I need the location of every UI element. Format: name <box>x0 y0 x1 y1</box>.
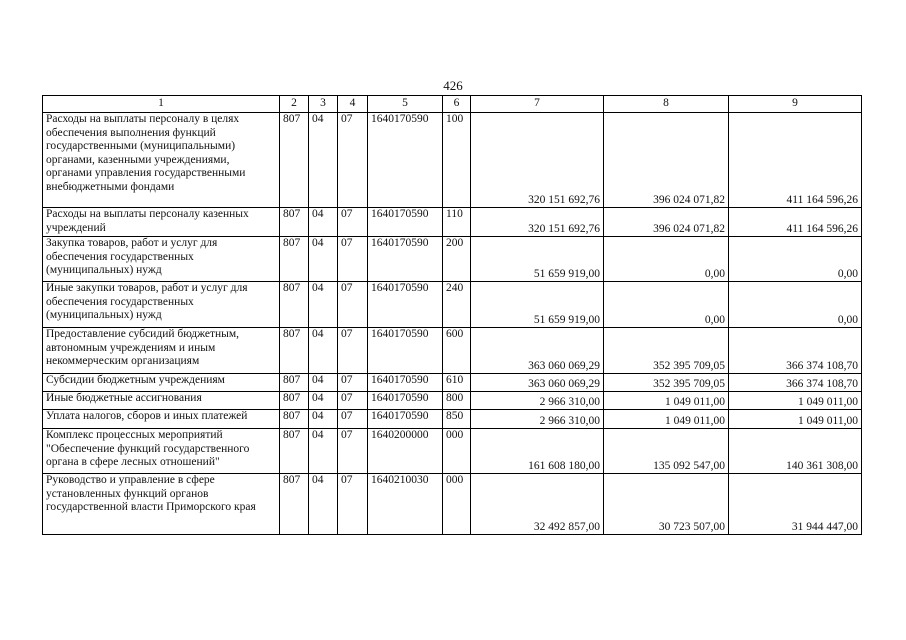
cell-expense-type: 600 <box>443 328 471 374</box>
cell-target-article: 1640170590 <box>368 282 443 328</box>
cell-amount-col9: 31 944 447,00 <box>729 474 862 535</box>
cell-amount-col9: 140 361 308,00 <box>729 429 862 474</box>
column-header: 5 <box>368 96 443 113</box>
row-name: Субсидии бюджетным учреждениям <box>43 374 280 392</box>
cell-target-article: 1640170590 <box>368 392 443 410</box>
row-name: Иные бюджетные ассигнования <box>43 392 280 410</box>
row-name: Закупка товаров, работ и услуг для обеспечения государственных (муниципальных) нужд <box>43 237 280 282</box>
cell-ministry: 807 <box>280 282 309 328</box>
cell-ministry: 807 <box>280 392 309 410</box>
cell-expense-type: 850 <box>443 410 471 429</box>
cell-amount-col7: 51 659 919,00 <box>471 282 604 328</box>
cell-ministry: 807 <box>280 429 309 474</box>
table-row <box>43 208 862 237</box>
cell-amount-col9: 411 164 596,26 <box>729 113 862 208</box>
cell-amount-col7: 51 659 919,00 <box>471 237 604 282</box>
cell-subsection: 07 <box>338 392 368 410</box>
cell-amount-col7: 363 060 069,29 <box>471 328 604 374</box>
cell-section: 04 <box>309 374 338 392</box>
table-row <box>43 282 862 328</box>
cell-expense-type: 110 <box>443 208 471 237</box>
cell-subsection: 07 <box>338 429 368 474</box>
table-row <box>43 374 862 392</box>
column-header: 3 <box>309 96 338 113</box>
header-row <box>43 96 862 113</box>
cell-section: 04 <box>309 429 338 474</box>
cell-expense-type: 610 <box>443 374 471 392</box>
cell-amount-col8: 1 049 011,00 <box>604 410 729 429</box>
column-header: 9 <box>729 96 862 113</box>
cell-amount-col7: 161 608 180,00 <box>471 429 604 474</box>
row-name: Комплекс процессных мероприятий "Обеспечение функций государственного органа в сфере лесных отношений" <box>43 429 280 474</box>
cell-amount-col8: 0,00 <box>604 282 729 328</box>
column-header: 6 <box>443 96 471 113</box>
cell-target-article: 1640170590 <box>368 237 443 282</box>
cell-target-article: 1640170590 <box>368 208 443 237</box>
cell-amount-col8: 0,00 <box>604 237 729 282</box>
cell-amount-col7: 32 492 857,00 <box>471 474 604 535</box>
cell-subsection: 07 <box>338 410 368 429</box>
row-name: Предоставление субсидий бюджетным, автономным учреждениям и иным некоммерческим организациям <box>43 328 280 374</box>
cell-expense-type: 200 <box>443 237 471 282</box>
column-header: 4 <box>338 96 368 113</box>
budget-table <box>42 95 862 535</box>
cell-subsection: 07 <box>338 113 368 208</box>
cell-amount-col8: 1 049 011,00 <box>604 392 729 410</box>
cell-amount-col9: 0,00 <box>729 282 862 328</box>
cell-amount-col8: 396 024 071,82 <box>604 208 729 237</box>
row-name: Иные закупки товаров, работ и услуг для обеспечения государственных (муниципальных) нужд <box>43 282 280 328</box>
table-row <box>43 392 862 410</box>
column-header: 2 <box>280 96 309 113</box>
cell-section: 04 <box>309 474 338 535</box>
cell-subsection: 07 <box>338 474 368 535</box>
cell-amount-col8: 30 723 507,00 <box>604 474 729 535</box>
table-row <box>43 429 862 474</box>
cell-amount-col9: 1 049 011,00 <box>729 410 862 429</box>
cell-ministry: 807 <box>280 113 309 208</box>
cell-section: 04 <box>309 410 338 429</box>
cell-amount-col7: 320 151 692,76 <box>471 113 604 208</box>
cell-expense-type: 100 <box>443 113 471 208</box>
cell-section: 04 <box>309 282 338 328</box>
cell-subsection: 07 <box>338 237 368 282</box>
column-header: 8 <box>604 96 729 113</box>
cell-ministry: 807 <box>280 237 309 282</box>
row-name: Расходы на выплаты персоналу в целях обеспечения выполнения функций государственными (муниципальными) органами, казенными учреждениями, органами управления государственными внебюджетными фондами <box>43 113 280 208</box>
cell-amount-col9: 411 164 596,26 <box>729 208 862 237</box>
cell-amount-col9: 0,00 <box>729 237 862 282</box>
cell-amount-col8: 135 092 547,00 <box>604 429 729 474</box>
cell-subsection: 07 <box>338 328 368 374</box>
cell-subsection: 07 <box>338 208 368 237</box>
cell-amount-col7: 2 966 310,00 <box>471 392 604 410</box>
cell-target-article: 1640200000 <box>368 429 443 474</box>
cell-amount-col8: 396 024 071,82 <box>604 113 729 208</box>
cell-amount-col9: 366 374 108,70 <box>729 374 862 392</box>
cell-amount-col9: 366 374 108,70 <box>729 328 862 374</box>
cell-section: 04 <box>309 328 338 374</box>
row-name: Расходы на выплаты персоналу казенных учреждений <box>43 208 280 237</box>
cell-ministry: 807 <box>280 474 309 535</box>
cell-ministry: 807 <box>280 208 309 237</box>
table-row <box>43 237 862 282</box>
cell-target-article: 1640210030 <box>368 474 443 535</box>
table-row <box>43 474 862 535</box>
page-number: 426 <box>443 78 463 93</box>
row-name: Руководство и управление в сфере установленных функций органов государственной власти Приморского края <box>43 474 280 535</box>
cell-target-article: 1640170590 <box>368 113 443 208</box>
table-row <box>43 113 862 208</box>
cell-amount-col8: 352 395 709,05 <box>604 328 729 374</box>
cell-expense-type: 800 <box>443 392 471 410</box>
cell-amount-col9: 1 049 011,00 <box>729 392 862 410</box>
table-row <box>43 328 862 374</box>
cell-amount-col7: 363 060 069,29 <box>471 374 604 392</box>
cell-section: 04 <box>309 113 338 208</box>
cell-subsection: 07 <box>338 374 368 392</box>
cell-section: 04 <box>309 208 338 237</box>
table-row <box>43 410 862 429</box>
cell-subsection: 07 <box>338 282 368 328</box>
column-header: 7 <box>471 96 604 113</box>
cell-ministry: 807 <box>280 374 309 392</box>
cell-expense-type: 000 <box>443 429 471 474</box>
cell-amount-col8: 352 395 709,05 <box>604 374 729 392</box>
cell-section: 04 <box>309 392 338 410</box>
cell-amount-col7: 2 966 310,00 <box>471 410 604 429</box>
row-name: Уплата налогов, сборов и иных платежей <box>43 410 280 429</box>
cell-expense-type: 240 <box>443 282 471 328</box>
cell-ministry: 807 <box>280 410 309 429</box>
cell-target-article: 1640170590 <box>368 374 443 392</box>
cell-ministry: 807 <box>280 328 309 374</box>
cell-target-article: 1640170590 <box>368 410 443 429</box>
cell-amount-col7: 320 151 692,76 <box>471 208 604 237</box>
column-header: 1 <box>43 96 280 113</box>
cell-target-article: 1640170590 <box>368 328 443 374</box>
cell-expense-type: 000 <box>443 474 471 535</box>
cell-section: 04 <box>309 237 338 282</box>
